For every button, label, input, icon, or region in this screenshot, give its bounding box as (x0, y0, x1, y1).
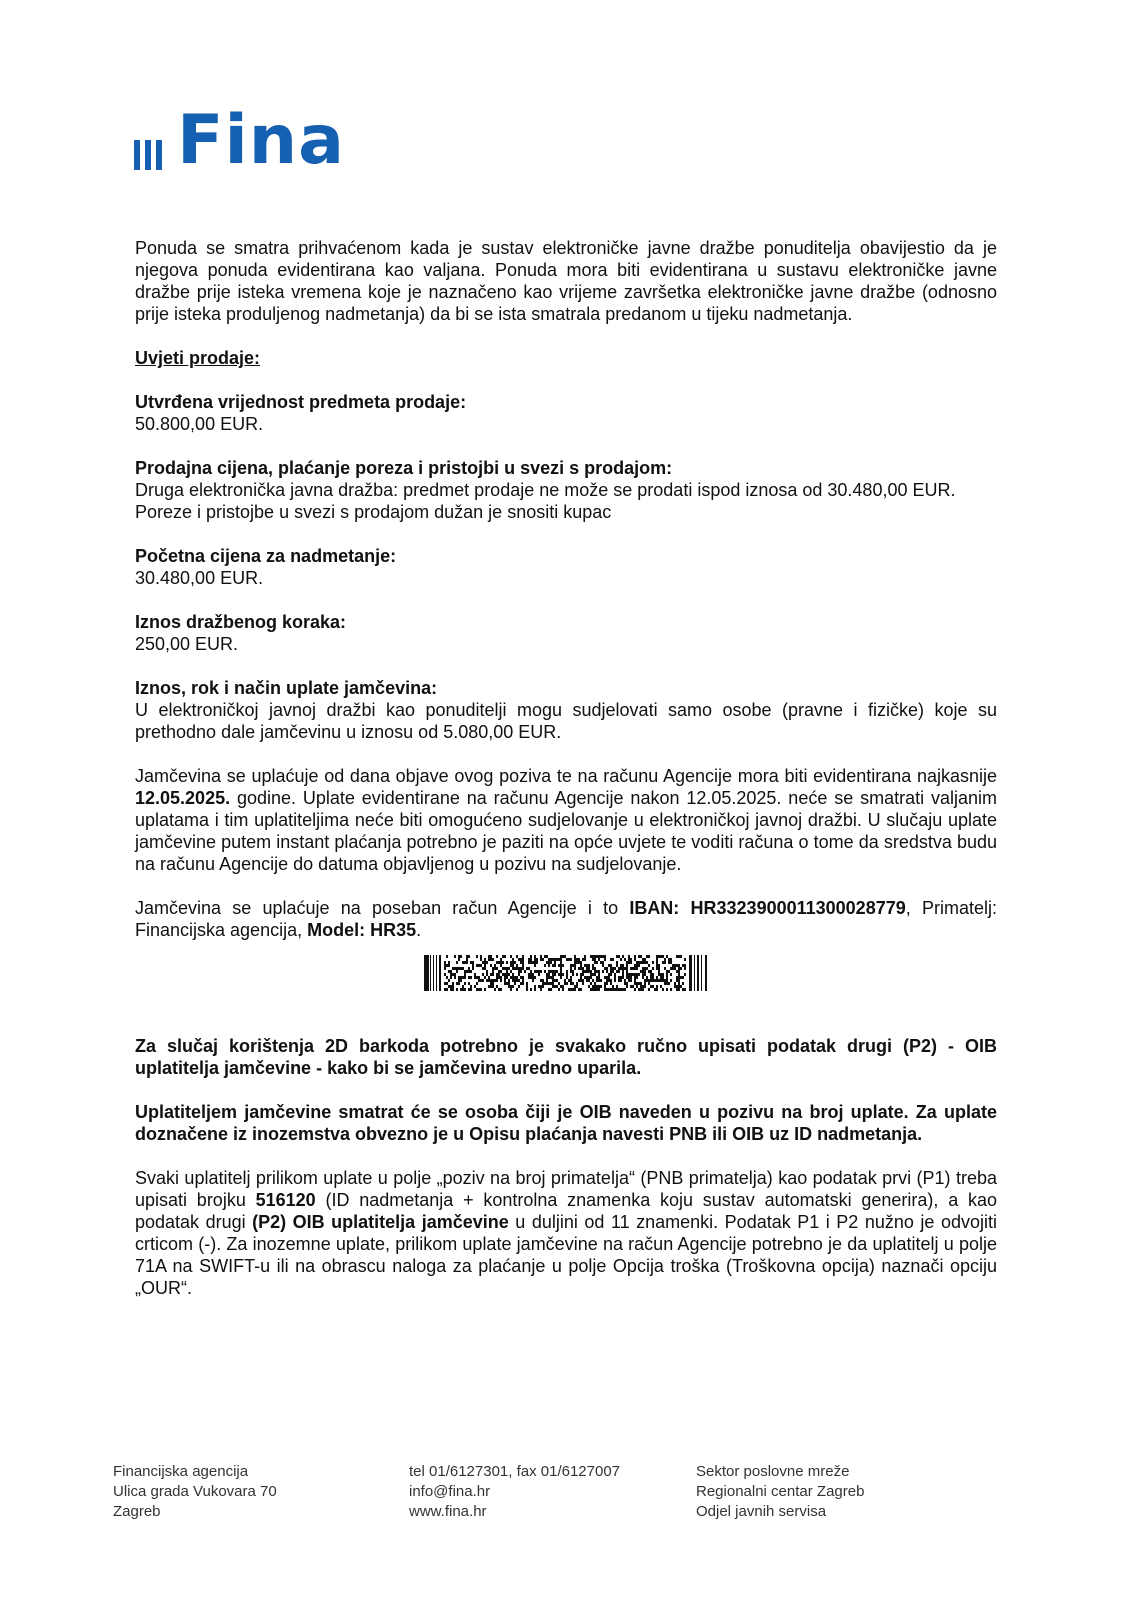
svaki-text-a: Svaki uplatitelj prilikom uplate u polje „poziv na broj primatelja“ (PNB primatelja) kao podatak prvi (P1) treba upisati brojku (135, 1168, 997, 1210)
korak-label: Iznos dražbenog koraka: (135, 612, 347, 632)
uvjeti-section (135, 347, 997, 369)
prodajna-label: Prodajna cijena, plaćanje poreza i pristojbi u svezi s prodajom: (135, 458, 673, 478)
jamcevina-section (135, 677, 997, 743)
pocetna-section (135, 545, 997, 589)
utvrdjena-section (135, 391, 997, 435)
svaki-id: 516120 (255, 1190, 316, 1210)
svaki-paragraph (135, 1167, 997, 1299)
prodajna-section (135, 457, 997, 523)
korak-section (135, 611, 997, 655)
footer-email: info@fina.hr (409, 1483, 491, 1500)
footer-line: Ulica grada Vukovara 70 (113, 1483, 277, 1500)
utvrdjena-label: Utvrđena vrijednost predmeta prodaje: (135, 392, 467, 412)
footer-line: Regionalni centar Zagreb (696, 1483, 865, 1500)
footer-line: Financijska agencija (113, 1463, 249, 1480)
racun-text-c: . (416, 920, 422, 940)
fina-logo (134, 101, 346, 180)
jamcevina-label: Iznos, rok i način uplate jamčevina: (135, 678, 438, 698)
jamcevina-text: U elektroničkoj javnoj dražbi kao ponuditelji mogu sudjelovati samo osobe (pravne i fizičke) koje su prethodno dale jamčevinu u iznosu od 5.080,00 EUR. (135, 700, 997, 742)
uplatitelj-note-text: Uplatiteljem jamčevine smatrat će se osoba čiji je OIB naveden u pozivu na broj uplate. Za uplate doznačene iz inozemstva obvezno je u Opisu plaćanja navesti PNB ili OIB uz ID nadmetanja. (135, 1102, 997, 1144)
prodajna-line1: Druga elektronička javna dražba: predmet prodaje ne može se prodati ispod iznosa od 30.480,00 EUR. (135, 480, 956, 500)
footer-contact (409, 1462, 620, 1522)
footer-line: Zagreb (113, 1503, 161, 1520)
rok-date: 12.05.2025. (135, 788, 231, 808)
racun-text-b: , Primatelj: Financijska agencija, (135, 898, 997, 940)
barkod-note (135, 1035, 997, 1079)
rok-paragraph (135, 765, 997, 875)
footer-line: Odjel javnih servisa (696, 1503, 827, 1520)
svaki-p2: (P2) OIB uplatitelja jamčevine (252, 1212, 509, 1232)
prodajna-line2: Poreze i pristojbe u svezi s prodajom dužan je snositi kupac (135, 502, 612, 522)
footer-line: Sektor poslovne mreže (696, 1463, 850, 1480)
2d-barcode-icon (424, 955, 708, 991)
svaki-text-c: u duljini od 11 znamenki. Podatak P1 i P2 nužno je odvojiti crticom (-). Za inozemne uplate, prilikom uplate jamčevine na račun Agencije potrebno je da uplatitelj u polje 71A na SWIFT-u ili na obrascu naloga za plaćanje u polje Opcija troška (Troškovna opcija) naznači opciju „OUR“. (135, 1212, 997, 1298)
footer-department (696, 1462, 864, 1522)
footer-address (113, 1462, 277, 1522)
korak-value: 250,00 EUR. (135, 634, 239, 654)
footer-phone: tel 01/6127301, fax 01/6127007 (409, 1463, 621, 1480)
document-body (135, 237, 997, 1299)
racun-paragraph (135, 897, 997, 941)
rok-text-a: Jamčevina se uplaćuje od dana objave ovog poziva te na računu Agencije mora biti evidentirana najkasnije (135, 766, 997, 786)
intro-paragraph: Ponuda se smatra prihvaćenom kada je sustav elektroničke javne dražbe ponuditelja obavijestio da je njegova ponuda evidentirana kao valjana. Ponuda mora biti evidentirana u sustavu elektroničke javne dražbe prije isteka vremena koje je naznačeno kao vrijeme završetka elektroničke javne dražbe (odnosno prije isteka produljenog nadmetanja) da bi se ista smatrala predanom u tijeku nadmetanja. (135, 238, 997, 324)
barkod-note-text: Za slučaj korištenja 2D barkoda potrebno je svakako ručno upisati podatak drugi (P2) - OIB uplatitelja jamčevine - kako bi se jamčevina uredno uparila. (135, 1036, 997, 1078)
logo-text: Fina (177, 101, 346, 180)
racun-iban: IBAN: HR3323900011300028779 (629, 898, 906, 918)
utvrdjena-value: 50.800,00 EUR. (135, 414, 264, 434)
svaki-text-b: (ID nadmetanja + kontrolna znamenka koju sustav automatski generira), a kao podatak drugi (135, 1190, 997, 1232)
rok-text-b: godine. Uplate evidentirane na računu Agencije nakon 12.05.2025. neće se smatrati valjanim uplatama i tim uplatiteljima neće biti omogućeno sudjelovanje u elektroničkoj javnoj dražbi. U slučaju uplate jamčevine putem instant plaćanja potrebno je paziti na opće uvjete te voditi računa o tome da sredstva budu na računu Agencije do datuma objavljenog u pozivu na sudjelovanje. (135, 788, 997, 874)
pocetna-value: 30.480,00 EUR. (135, 568, 264, 588)
footer-website: www.fina.hr (409, 1503, 487, 1520)
pocetna-label: Početna cijena za nadmetanje: (135, 546, 397, 566)
logo-bars-icon (134, 140, 167, 170)
racun-model: Model: HR35 (307, 920, 417, 940)
uplatitelj-note (135, 1101, 997, 1145)
racun-text-a: Jamčevina se uplaćuje na poseban račun Agencije i to (135, 898, 630, 918)
uvjeti-heading: Uvjeti prodaje: (135, 348, 261, 368)
